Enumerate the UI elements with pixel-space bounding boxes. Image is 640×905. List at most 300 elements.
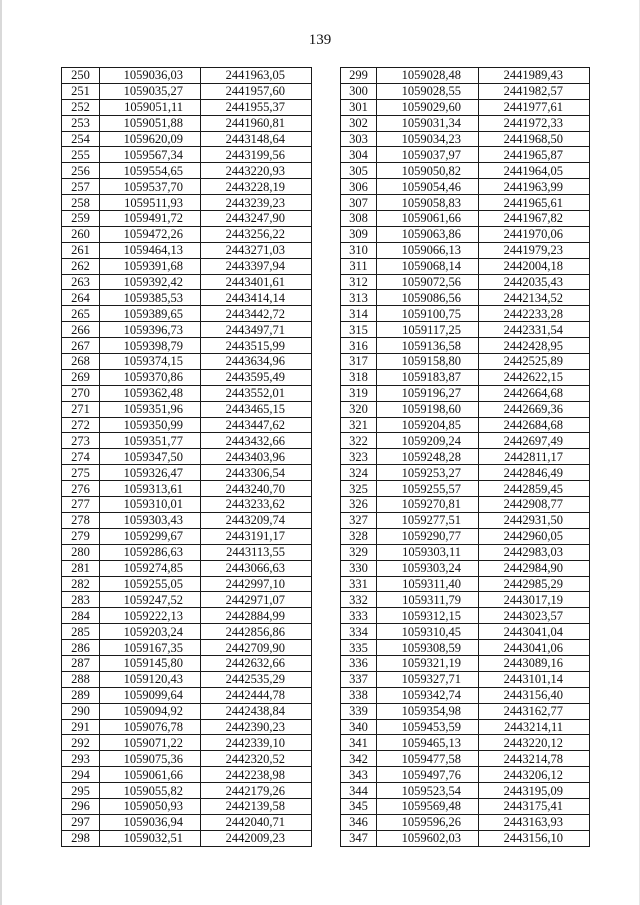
y-coordinate-cell: 2441957,60	[201, 83, 312, 99]
table-row	[341, 497, 590, 513]
point-number-cell: 264	[62, 290, 100, 306]
table-row	[62, 592, 312, 608]
y-coordinate-cell: 2442931,50	[479, 512, 590, 528]
x-coordinate-cell: 1059071,22	[100, 735, 201, 751]
y-coordinate-cell: 2443401,61	[201, 274, 312, 290]
y-coordinate-cell: 2442428,95	[479, 338, 590, 354]
x-coordinate-cell: 1059068,14	[377, 258, 479, 274]
x-coordinate-cell: 1059117,25	[377, 322, 479, 338]
y-coordinate-cell: 2441960,81	[201, 115, 312, 131]
table-row	[341, 226, 590, 242]
x-coordinate-cell: 1059145,80	[100, 655, 201, 671]
table-row	[341, 99, 590, 115]
y-coordinate-cell: 2442040,71	[201, 814, 312, 830]
point-number-cell: 305	[341, 163, 377, 179]
table-row	[62, 385, 312, 401]
x-coordinate-cell: 1059312,15	[377, 608, 479, 624]
y-coordinate-cell: 2441970,06	[479, 226, 590, 242]
y-coordinate-cell: 2442684,68	[479, 417, 590, 433]
table-row	[341, 465, 590, 481]
point-number-cell: 310	[341, 242, 377, 258]
x-coordinate-cell: 1059277,51	[377, 512, 479, 528]
table-row	[341, 354, 590, 370]
point-number-cell: 343	[341, 767, 377, 783]
y-coordinate-cell: 2442884,99	[201, 608, 312, 624]
page-number: 139	[308, 32, 332, 48]
y-coordinate-cell: 2442525,89	[479, 354, 590, 370]
y-coordinate-cell: 2442535,29	[201, 671, 312, 687]
table-row	[341, 211, 590, 227]
point-number-cell: 341	[341, 735, 377, 751]
point-number-cell: 281	[62, 560, 100, 576]
x-coordinate-cell: 1059398,79	[100, 338, 201, 354]
table-row	[62, 290, 312, 306]
point-number-cell: 257	[62, 179, 100, 195]
y-coordinate-cell: 2443397,94	[201, 258, 312, 274]
table-row	[341, 481, 590, 497]
x-coordinate-cell: 1059472,26	[100, 226, 201, 242]
point-number-cell: 302	[341, 115, 377, 131]
y-coordinate-cell: 2441979,23	[479, 242, 590, 258]
table-row	[341, 83, 590, 99]
table-row	[341, 401, 590, 417]
table-row	[62, 322, 312, 338]
table-row	[62, 814, 312, 830]
table-row	[62, 369, 312, 385]
point-number-cell: 325	[341, 481, 377, 497]
table-row	[341, 640, 590, 656]
x-coordinate-cell: 1059136,58	[377, 338, 479, 354]
x-coordinate-cell: 1059209,24	[377, 433, 479, 449]
x-coordinate-cell: 1059204,85	[377, 417, 479, 433]
y-coordinate-cell: 2443447,62	[201, 417, 312, 433]
point-number-cell: 253	[62, 115, 100, 131]
table-row	[62, 830, 312, 846]
x-coordinate-cell: 1059075,36	[100, 751, 201, 767]
point-number-cell: 263	[62, 274, 100, 290]
table-row	[341, 258, 590, 274]
point-number-cell: 289	[62, 687, 100, 703]
table-row	[62, 274, 312, 290]
table-row	[62, 687, 312, 703]
table-row	[341, 274, 590, 290]
table-row	[341, 687, 590, 703]
x-coordinate-cell: 1059063,86	[377, 226, 479, 242]
table-row	[62, 258, 312, 274]
y-coordinate-cell: 2443209,74	[201, 512, 312, 528]
table-row	[62, 576, 312, 592]
y-coordinate-cell: 2441982,57	[479, 83, 590, 99]
y-coordinate-cell: 2442238,98	[201, 767, 312, 783]
point-number-cell: 254	[62, 131, 100, 147]
point-number-cell: 299	[341, 68, 377, 84]
y-coordinate-cell: 2443247,90	[201, 211, 312, 227]
y-coordinate-cell: 2441967,82	[479, 211, 590, 227]
table-row	[341, 68, 590, 84]
y-coordinate-cell: 2441955,37	[201, 99, 312, 115]
x-coordinate-cell: 1059120,43	[100, 671, 201, 687]
table-row	[341, 783, 590, 799]
point-number-cell: 291	[62, 719, 100, 735]
x-coordinate-cell: 1059620,09	[100, 131, 201, 147]
x-coordinate-cell: 1059321,19	[377, 655, 479, 671]
y-coordinate-cell: 2443552,01	[201, 385, 312, 401]
y-coordinate-cell: 2443228,19	[201, 179, 312, 195]
y-coordinate-cell: 2443041,04	[479, 624, 590, 640]
table-row	[341, 576, 590, 592]
table-row	[341, 671, 590, 687]
point-number-cell: 266	[62, 322, 100, 338]
y-coordinate-cell: 2442971,07	[201, 592, 312, 608]
x-coordinate-cell: 1059270,81	[377, 497, 479, 513]
x-coordinate-cell: 1059491,72	[100, 211, 201, 227]
point-number-cell: 294	[62, 767, 100, 783]
point-number-cell: 338	[341, 687, 377, 703]
point-number-cell: 337	[341, 671, 377, 687]
table-row	[62, 163, 312, 179]
y-coordinate-cell: 2443233,62	[201, 497, 312, 513]
y-coordinate-cell: 2443163,93	[479, 814, 590, 830]
point-number-cell: 287	[62, 655, 100, 671]
x-coordinate-cell: 1059290,77	[377, 528, 479, 544]
y-coordinate-cell: 2442632,66	[201, 655, 312, 671]
point-number-cell: 250	[62, 68, 100, 84]
y-coordinate-cell: 2443220,12	[479, 735, 590, 751]
y-coordinate-cell: 2442320,52	[201, 751, 312, 767]
x-coordinate-cell: 1059596,26	[377, 814, 479, 830]
x-coordinate-cell: 1059311,79	[377, 592, 479, 608]
table-row	[341, 322, 590, 338]
coordinates-table-right	[340, 67, 590, 847]
point-number-cell: 335	[341, 640, 377, 656]
x-coordinate-cell: 1059497,76	[377, 767, 479, 783]
y-coordinate-cell: 2442997,10	[201, 576, 312, 592]
x-coordinate-cell: 1059511,93	[100, 195, 201, 211]
table-row	[341, 592, 590, 608]
point-number-cell: 270	[62, 385, 100, 401]
y-coordinate-cell: 2443271,03	[201, 242, 312, 258]
table-row	[341, 624, 590, 640]
x-coordinate-cell: 1059099,64	[100, 687, 201, 703]
y-coordinate-cell: 2443206,12	[479, 767, 590, 783]
table-row	[62, 83, 312, 99]
y-coordinate-cell: 2441968,50	[479, 131, 590, 147]
table-row	[341, 655, 590, 671]
y-coordinate-cell: 2442985,29	[479, 576, 590, 592]
x-coordinate-cell: 1059308,59	[377, 640, 479, 656]
y-coordinate-cell: 2443214,11	[479, 719, 590, 735]
table-row	[341, 528, 590, 544]
x-coordinate-cell: 1059058,83	[377, 195, 479, 211]
x-coordinate-cell: 1059303,24	[377, 560, 479, 576]
table-row	[341, 179, 590, 195]
y-coordinate-cell: 2443515,99	[201, 338, 312, 354]
point-number-cell: 255	[62, 147, 100, 163]
y-coordinate-cell: 2442664,68	[479, 385, 590, 401]
y-coordinate-cell: 2442004,18	[479, 258, 590, 274]
table-row	[62, 115, 312, 131]
y-coordinate-cell: 2443220,93	[201, 163, 312, 179]
point-number-cell: 306	[341, 179, 377, 195]
point-number-cell: 347	[341, 830, 377, 846]
x-coordinate-cell: 1059465,13	[377, 735, 479, 751]
point-number-cell: 319	[341, 385, 377, 401]
point-number-cell: 324	[341, 465, 377, 481]
point-number-cell: 295	[62, 783, 100, 799]
table-row	[62, 306, 312, 322]
x-coordinate-cell: 1059054,46	[377, 179, 479, 195]
y-coordinate-cell: 2442179,26	[201, 783, 312, 799]
point-number-cell: 300	[341, 83, 377, 99]
x-coordinate-cell: 1059299,67	[100, 528, 201, 544]
table-row	[62, 99, 312, 115]
table-row	[62, 449, 312, 465]
y-coordinate-cell: 2441965,87	[479, 147, 590, 163]
point-number-cell: 315	[341, 322, 377, 338]
point-number-cell: 256	[62, 163, 100, 179]
y-coordinate-cell: 2442622,15	[479, 369, 590, 385]
point-number-cell: 280	[62, 544, 100, 560]
point-number-cell: 285	[62, 624, 100, 640]
y-coordinate-cell: 2443239,23	[201, 195, 312, 211]
y-coordinate-cell: 2441964,05	[479, 163, 590, 179]
point-number-cell: 262	[62, 258, 100, 274]
y-coordinate-cell: 2442669,36	[479, 401, 590, 417]
y-coordinate-cell: 2441977,61	[479, 99, 590, 115]
coordinates-table-left	[61, 67, 312, 847]
table-row	[341, 798, 590, 814]
table-row	[62, 767, 312, 783]
point-number-cell: 321	[341, 417, 377, 433]
table-row	[62, 512, 312, 528]
y-coordinate-cell: 2442983,03	[479, 544, 590, 560]
point-number-cell: 286	[62, 640, 100, 656]
y-coordinate-cell: 2443403,96	[201, 449, 312, 465]
y-coordinate-cell: 2442984,90	[479, 560, 590, 576]
y-coordinate-cell: 2442811,17	[479, 449, 590, 465]
y-coordinate-cell: 2442331,54	[479, 322, 590, 338]
point-number-cell: 340	[341, 719, 377, 735]
table-row	[62, 528, 312, 544]
table-row	[62, 179, 312, 195]
table-row	[341, 242, 590, 258]
table-row	[62, 354, 312, 370]
x-coordinate-cell: 1059061,66	[377, 211, 479, 227]
point-number-cell: 293	[62, 751, 100, 767]
x-coordinate-cell: 1059072,56	[377, 274, 479, 290]
point-number-cell: 327	[341, 512, 377, 528]
y-coordinate-cell: 2443017,19	[479, 592, 590, 608]
x-coordinate-cell: 1059034,23	[377, 131, 479, 147]
table-row	[341, 719, 590, 735]
table-row	[62, 560, 312, 576]
x-coordinate-cell: 1059036,94	[100, 814, 201, 830]
y-coordinate-cell: 2443306,54	[201, 465, 312, 481]
point-number-cell: 333	[341, 608, 377, 624]
x-coordinate-cell: 1059029,60	[377, 99, 479, 115]
point-number-cell: 260	[62, 226, 100, 242]
table-row	[341, 338, 590, 354]
y-coordinate-cell: 2443465,15	[201, 401, 312, 417]
x-coordinate-cell: 1059086,56	[377, 290, 479, 306]
table-row	[62, 433, 312, 449]
x-coordinate-cell: 1059354,98	[377, 703, 479, 719]
x-coordinate-cell: 1059222,13	[100, 608, 201, 624]
x-coordinate-cell: 1059050,82	[377, 163, 479, 179]
table-row	[62, 608, 312, 624]
x-coordinate-cell: 1059327,71	[377, 671, 479, 687]
y-coordinate-cell: 2442438,84	[201, 703, 312, 719]
table-row	[341, 385, 590, 401]
table-row	[341, 131, 590, 147]
x-coordinate-cell: 1059396,73	[100, 322, 201, 338]
y-coordinate-cell: 2442339,10	[201, 735, 312, 751]
y-coordinate-cell: 2442697,49	[479, 433, 590, 449]
point-number-cell: 269	[62, 369, 100, 385]
table-row	[62, 417, 312, 433]
point-number-cell: 282	[62, 576, 100, 592]
y-coordinate-cell: 2441963,99	[479, 179, 590, 195]
y-coordinate-cell: 2443113,55	[201, 544, 312, 560]
table-row	[341, 163, 590, 179]
y-coordinate-cell: 2442709,90	[201, 640, 312, 656]
y-coordinate-cell: 2442390,23	[201, 719, 312, 735]
x-coordinate-cell: 1059203,24	[100, 624, 201, 640]
y-coordinate-cell: 2443156,40	[479, 687, 590, 703]
x-coordinate-cell: 1059051,88	[100, 115, 201, 131]
x-coordinate-cell: 1059342,74	[377, 687, 479, 703]
y-coordinate-cell: 2441989,43	[479, 68, 590, 84]
point-number-cell: 276	[62, 481, 100, 497]
table-row	[341, 433, 590, 449]
point-number-cell: 308	[341, 211, 377, 227]
table-row	[341, 544, 590, 560]
point-number-cell: 326	[341, 497, 377, 513]
table-row	[62, 338, 312, 354]
table-row	[62, 783, 312, 799]
x-coordinate-cell: 1059303,43	[100, 512, 201, 528]
scan-edge-shadow	[0, 0, 2, 905]
point-number-cell: 304	[341, 147, 377, 163]
x-coordinate-cell: 1059255,57	[377, 481, 479, 497]
y-coordinate-cell: 2443634,96	[201, 354, 312, 370]
table-row	[341, 290, 590, 306]
table-row	[62, 401, 312, 417]
x-coordinate-cell: 1059198,60	[377, 401, 479, 417]
x-coordinate-cell: 1059350,99	[100, 417, 201, 433]
y-coordinate-cell: 2443066,63	[201, 560, 312, 576]
point-number-cell: 307	[341, 195, 377, 211]
point-number-cell: 312	[341, 274, 377, 290]
table-row	[62, 640, 312, 656]
y-coordinate-cell: 2443497,71	[201, 322, 312, 338]
x-coordinate-cell: 1059255,05	[100, 576, 201, 592]
x-coordinate-cell: 1059247,52	[100, 592, 201, 608]
point-number-cell: 277	[62, 497, 100, 513]
x-coordinate-cell: 1059028,48	[377, 68, 479, 84]
point-number-cell: 265	[62, 306, 100, 322]
y-coordinate-cell: 2443101,14	[479, 671, 590, 687]
x-coordinate-cell: 1059362,48	[100, 385, 201, 401]
y-coordinate-cell: 2443199,56	[201, 147, 312, 163]
table-row	[62, 131, 312, 147]
x-coordinate-cell: 1059351,77	[100, 433, 201, 449]
table-row	[62, 798, 312, 814]
point-number-cell: 334	[341, 624, 377, 640]
x-coordinate-cell: 1059274,85	[100, 560, 201, 576]
table-row	[341, 830, 590, 846]
table-row	[341, 449, 590, 465]
x-coordinate-cell: 1059032,51	[100, 830, 201, 846]
y-coordinate-cell: 2442035,43	[479, 274, 590, 290]
y-coordinate-cell: 2442444,78	[201, 687, 312, 703]
x-coordinate-cell: 1059313,61	[100, 481, 201, 497]
x-coordinate-cell: 1059374,15	[100, 354, 201, 370]
x-coordinate-cell: 1059554,65	[100, 163, 201, 179]
x-coordinate-cell: 1059183,87	[377, 369, 479, 385]
table-row	[62, 735, 312, 751]
point-number-cell: 271	[62, 401, 100, 417]
y-coordinate-cell: 2443191,17	[201, 528, 312, 544]
point-number-cell: 290	[62, 703, 100, 719]
point-number-cell: 259	[62, 211, 100, 227]
y-coordinate-cell: 2443256,22	[201, 226, 312, 242]
y-coordinate-cell: 2443595,49	[201, 369, 312, 385]
point-number-cell: 314	[341, 306, 377, 322]
x-coordinate-cell: 1059310,01	[100, 497, 201, 513]
point-number-cell: 309	[341, 226, 377, 242]
x-coordinate-cell: 1059061,66	[100, 767, 201, 783]
table-row	[341, 195, 590, 211]
x-coordinate-cell: 1059326,47	[100, 465, 201, 481]
y-coordinate-cell: 2443089,16	[479, 655, 590, 671]
point-number-cell: 284	[62, 608, 100, 624]
point-number-cell: 297	[62, 814, 100, 830]
x-coordinate-cell: 1059310,45	[377, 624, 479, 640]
point-number-cell: 316	[341, 338, 377, 354]
y-coordinate-cell: 2443162,77	[479, 703, 590, 719]
y-coordinate-cell: 2442856,86	[201, 624, 312, 640]
point-number-cell: 303	[341, 131, 377, 147]
point-number-cell: 336	[341, 655, 377, 671]
y-coordinate-cell: 2443148,64	[201, 131, 312, 147]
table-row	[62, 624, 312, 640]
point-number-cell: 346	[341, 814, 377, 830]
y-coordinate-cell: 2443240,70	[201, 481, 312, 497]
point-number-cell: 283	[62, 592, 100, 608]
x-coordinate-cell: 1059370,86	[100, 369, 201, 385]
x-coordinate-cell: 1059253,27	[377, 465, 479, 481]
table-row	[62, 655, 312, 671]
table-row	[62, 751, 312, 767]
point-number-cell: 317	[341, 354, 377, 370]
x-coordinate-cell: 1059051,11	[100, 99, 201, 115]
x-coordinate-cell: 1059066,13	[377, 242, 479, 258]
x-coordinate-cell: 1059035,27	[100, 83, 201, 99]
point-number-cell: 322	[341, 433, 377, 449]
y-coordinate-cell: 2442233,28	[479, 306, 590, 322]
table-row	[62, 497, 312, 513]
point-number-cell: 330	[341, 560, 377, 576]
x-coordinate-cell: 1059453,59	[377, 719, 479, 735]
point-number-cell: 273	[62, 433, 100, 449]
point-number-cell: 275	[62, 465, 100, 481]
point-number-cell: 331	[341, 576, 377, 592]
point-number-cell: 328	[341, 528, 377, 544]
y-coordinate-cell: 2441965,61	[479, 195, 590, 211]
table-row	[341, 115, 590, 131]
point-number-cell: 279	[62, 528, 100, 544]
